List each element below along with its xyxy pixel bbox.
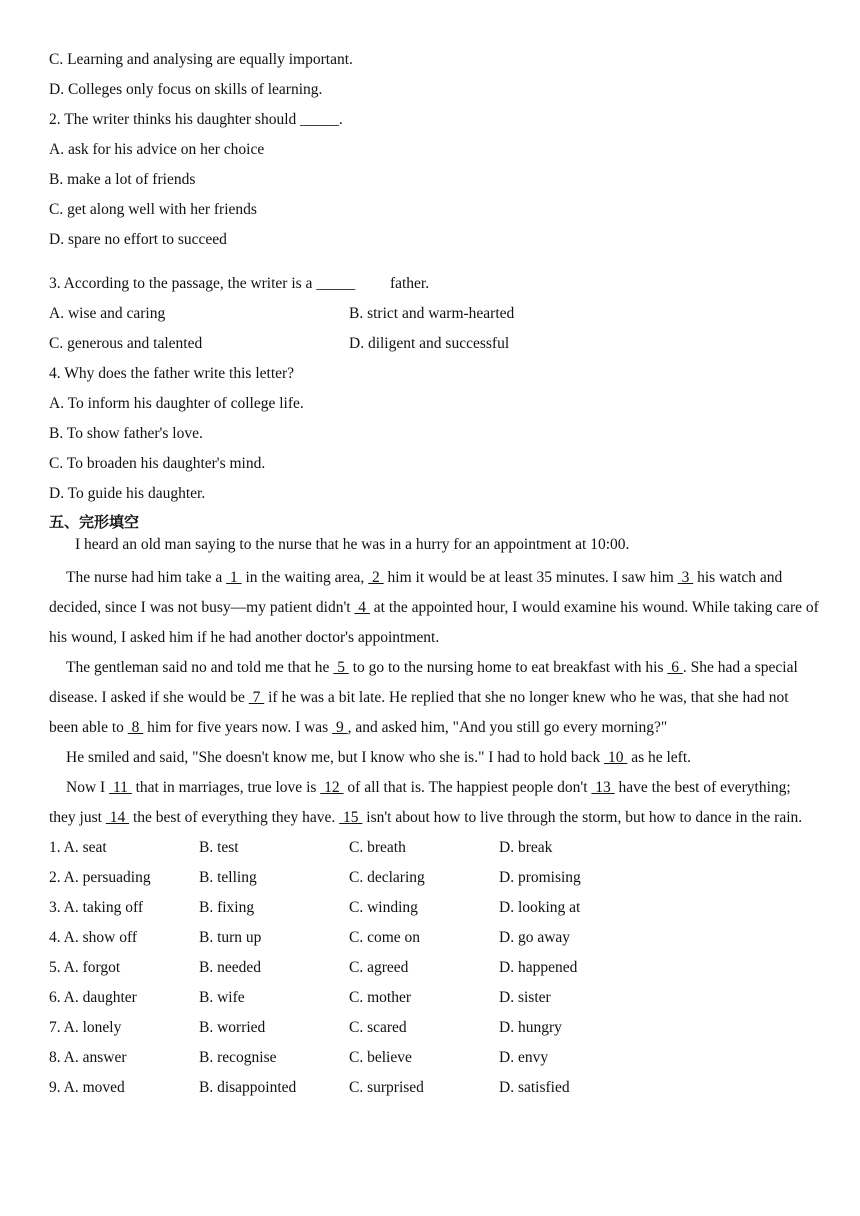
passage-text: have the best of everything; they just (49, 779, 791, 826)
cloze-option: 9. A. moved (49, 1079, 125, 1096)
cloze-option: B. worried (199, 1019, 266, 1036)
cloze-option: C. scared (349, 1019, 407, 1036)
cloze-option-row (49, 863, 819, 893)
answer-blank: 11 (109, 779, 132, 796)
passage-text: . She had a special disease. I asked if she would be (49, 659, 798, 706)
answer-blank: 3 (677, 569, 694, 586)
passage-text: him for five years now. I was (143, 719, 333, 736)
q4-option-b: B. To show father's love. (49, 425, 203, 442)
passage-text: at the appointed hour, I would examine his wound. While taking care of his wound, I asked him if he had another doctor's appointment. (49, 599, 819, 646)
cloze-option-row (49, 833, 819, 863)
answer-blank: 4 (354, 599, 370, 616)
q3-stem-text: 3. According to the passage, the writer is a (49, 275, 317, 292)
cloze-option: C. surprised (349, 1079, 424, 1096)
q1-option-d: D. Colleges only focus on skills of learning. (49, 81, 323, 98)
answer-blank: 14 (105, 809, 130, 826)
cloze-option: D. envy (499, 1049, 549, 1066)
cloze-option: C. believe (349, 1049, 412, 1066)
passage-text: The gentleman said no and told me that he (66, 659, 334, 676)
cloze-option: D. hungry (499, 1019, 562, 1036)
q2-option-b: B. make a lot of friends (49, 171, 196, 188)
q3-option-c: C. generous and talented (49, 335, 203, 352)
answer-blank: 7 (248, 689, 265, 706)
passage-paragraph-2 (49, 563, 819, 653)
q1-option-c: C. Learning and analysing are equally important. (49, 51, 353, 68)
cloze-option: D. sister (499, 989, 551, 1006)
passage-text: his watch and decided, since I was not busy—my patient didn't (49, 569, 783, 616)
cloze-option-row (49, 983, 819, 1013)
answer-blank: 6 (667, 659, 683, 676)
cloze-option: B. recognise (199, 1049, 277, 1066)
q2-option-d: D. spare no effort to succeed (49, 231, 227, 248)
cloze-option-row (49, 953, 819, 983)
passage-text: The nurse had him take a (66, 569, 227, 586)
q3-option-b: B. strict and warm-hearted (349, 305, 515, 322)
answer-blank: 12 (320, 779, 344, 796)
q4-option-a: A. To inform his daughter of college life. (49, 395, 304, 412)
passage-text: in the waiting area, (241, 569, 369, 586)
cloze-option: 2. A. persuading (49, 869, 151, 886)
passage-text: to go to the nursing home to eat breakfast with his (348, 659, 668, 676)
passage-text: Now I (66, 779, 110, 796)
answer-blank: 15 (339, 809, 363, 826)
answer-blank: 5 (333, 659, 349, 676)
cloze-option: B. wife (199, 989, 245, 1006)
cloze-option: C. agreed (349, 959, 409, 976)
q3-blank: _____ (316, 275, 356, 292)
section-heading: 五、完形填空 (49, 513, 140, 531)
cloze-option: D. break (499, 839, 553, 856)
passage-text: him it would be at least 35 minutes. I saw him (383, 569, 678, 586)
cloze-option: 8. A. answer (49, 1049, 127, 1066)
q2-stem-text: 2. The writer thinks his daughter should (49, 111, 301, 128)
passage-text: , and asked him, "And you still go every morning?" (347, 719, 668, 736)
q3-options-row-2 (49, 329, 819, 359)
cloze-option: B. fixing (199, 899, 255, 916)
passage-text: that in marriages, true love is (131, 779, 321, 796)
q2-blank: _____ (300, 111, 339, 128)
passage-text: the best of everything they have. (129, 809, 340, 826)
cloze-option: 7. A. lonely (49, 1019, 122, 1036)
passage-text: isn't about how to live through the storm, but how to dance in the rain. (362, 809, 803, 826)
q2-option-a: A. ask for his advice on her choice (49, 141, 265, 158)
answer-blank: 10 (604, 749, 628, 766)
passage-text: if he was a bit late. He replied that she no longer knew who he was, that she had not been able to (49, 689, 789, 736)
passage-paragraph-4 (49, 743, 819, 773)
q3-stem (49, 269, 819, 299)
cloze-option: C. winding (349, 899, 418, 916)
passage-paragraph-5 (49, 773, 819, 833)
passage-text: He smiled and said, "She doesn't know me, but I know who she is." I had to hold back (66, 749, 605, 766)
cloze-option-row (49, 1013, 819, 1043)
cloze-option: B. telling (199, 869, 257, 886)
cloze-options-list (49, 833, 819, 1103)
cloze-option: 1. A. seat (49, 839, 107, 856)
q2-stem-end: . (338, 111, 343, 128)
cloze-option: B. turn up (199, 929, 262, 946)
passage-paragraph-3 (49, 653, 819, 743)
cloze-option: D. go away (499, 929, 571, 946)
q3-option-a: A. wise and caring (49, 305, 166, 322)
passage-paragraph-1: I heard an old man saying to the nurse that he was in a hurry for an appointment at 10:00. (75, 536, 630, 553)
passage-text: as he left. (627, 749, 692, 766)
q2-option-c: C. get along well with her friends (49, 201, 257, 218)
answer-blank: 1 (226, 569, 242, 586)
answer-blank: 13 (591, 779, 615, 796)
answer-blank: 9 (332, 719, 348, 736)
cloze-option: C. mother (349, 989, 411, 1006)
cloze-option-row (49, 923, 819, 953)
cloze-option: C. come on (349, 929, 421, 946)
cloze-option: 6. A. daughter (49, 989, 137, 1006)
cloze-option-row (49, 893, 819, 923)
cloze-option: C. breath (349, 839, 406, 856)
answer-blank: 2 (368, 569, 384, 586)
cloze-option-row (49, 1073, 819, 1103)
q3-options-row-1 (49, 299, 819, 329)
cloze-option: D. happened (499, 959, 578, 976)
cloze-option-row (49, 1043, 819, 1073)
cloze-option: D. looking at (499, 899, 581, 916)
passage-text: of all that is. The happiest people don't (343, 779, 592, 796)
cloze-option: C. declaring (349, 869, 425, 886)
cloze-option: D. promising (499, 869, 581, 886)
cloze-option: D. satisfied (499, 1079, 570, 1096)
cloze-option: B. needed (199, 959, 261, 976)
q3-option-d: D. diligent and successful (349, 335, 510, 352)
q4-option-c: C. To broaden his daughter's mind. (49, 455, 266, 472)
q2-stem (49, 105, 819, 135)
cloze-option: B. test (199, 839, 239, 856)
answer-blank: 8 (127, 719, 144, 736)
cloze-option: 3. A. taking off (49, 899, 143, 916)
q3-stem-end: father. (355, 275, 430, 292)
cloze-option: 4. A. show off (49, 929, 137, 946)
cloze-option: 5. A. forgot (49, 959, 121, 976)
cloze-option: B. disappointed (199, 1079, 297, 1096)
worksheet-page (49, 45, 819, 1103)
q4-option-d: D. To guide his daughter. (49, 485, 206, 502)
q4-stem: 4. Why does the father write this letter? (49, 365, 295, 382)
